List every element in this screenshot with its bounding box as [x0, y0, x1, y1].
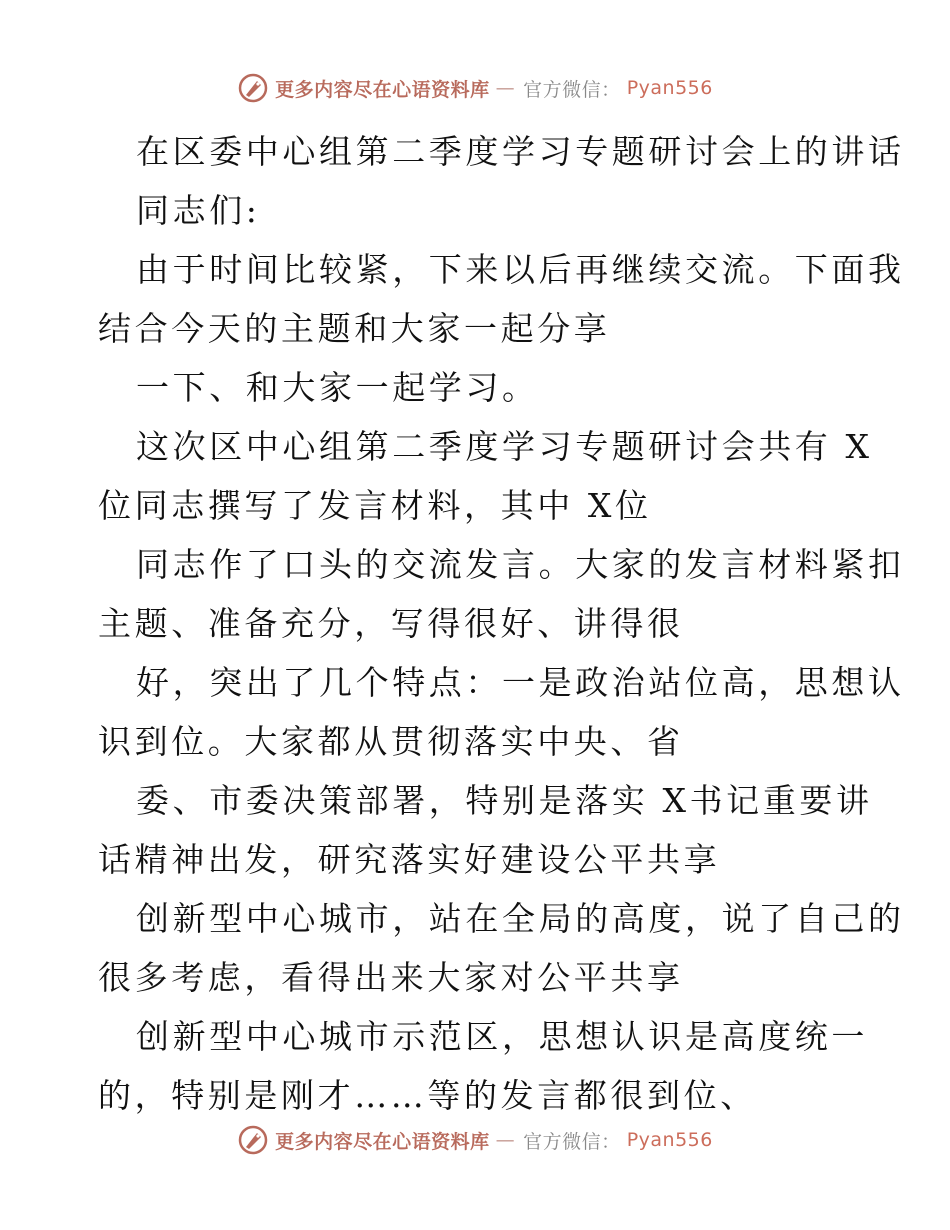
watermark-label: 官方微信：: [523, 1130, 621, 1153]
text-line: 话精神出发，研究落实好建设公平共享: [98, 840, 721, 879]
footer-watermark: [0, 1120, 950, 1160]
salutation: 同志们:: [136, 191, 261, 230]
watermark-wechat-id: Pyan556: [626, 1129, 713, 1151]
watermark-text: 更多内容尽在心语资料库: [275, 78, 490, 101]
text-line: 一下、和大家一起学习。: [136, 368, 539, 407]
watermark-label: 官方微信：: [523, 78, 621, 101]
pen-nib-circle-icon: [237, 1124, 269, 1156]
watermark-separator: —: [495, 1129, 516, 1151]
document-body: [98, 122, 905, 1125]
document-title: 在区委中心组第二季度学习专题研讨会上的讲话: [136, 132, 905, 171]
watermark-separator: —: [495, 77, 516, 99]
text-line: 创新型中心城市示范区，思想认识是高度统一: [136, 1017, 868, 1056]
text-line: 创新型中心城市，站在全局的高度，说了自己的: [136, 899, 905, 938]
header-watermark: [0, 68, 950, 108]
text-line: 主题、准备充分，写得很好、讲得很: [98, 604, 684, 643]
text-line: 位同志撰写了发言材料，其中 X位: [98, 486, 652, 525]
text-line: 识到位。大家都从贯彻落实中央、省: [98, 722, 684, 761]
text-line: 的，特别是刚才……等的发言都很到位、: [98, 1076, 757, 1115]
text-line: 同志作了口头的交流发言。大家的发言材料紧扣: [136, 545, 905, 584]
watermark-wechat-id: Pyan556: [626, 77, 713, 99]
text-line: 结合今天的主题和大家一起分享: [98, 309, 611, 348]
text-line: 好，突出了几个特点：一是政治站位高，思想认: [136, 663, 905, 702]
text-line: 由于时间比较紧，下来以后再继续交流。下面我: [136, 250, 905, 289]
watermark-text: 更多内容尽在心语资料库: [275, 1130, 490, 1153]
text-line: 委、市委决策部署，特别是落实 X书记重要讲: [136, 781, 873, 820]
pen-nib-circle-icon: [237, 72, 269, 104]
text-line: 很多考虑，看得出来大家对公平共享: [98, 958, 684, 997]
text-line: 这次区中心组第二季度学习专题研讨会共有 X: [136, 427, 873, 466]
